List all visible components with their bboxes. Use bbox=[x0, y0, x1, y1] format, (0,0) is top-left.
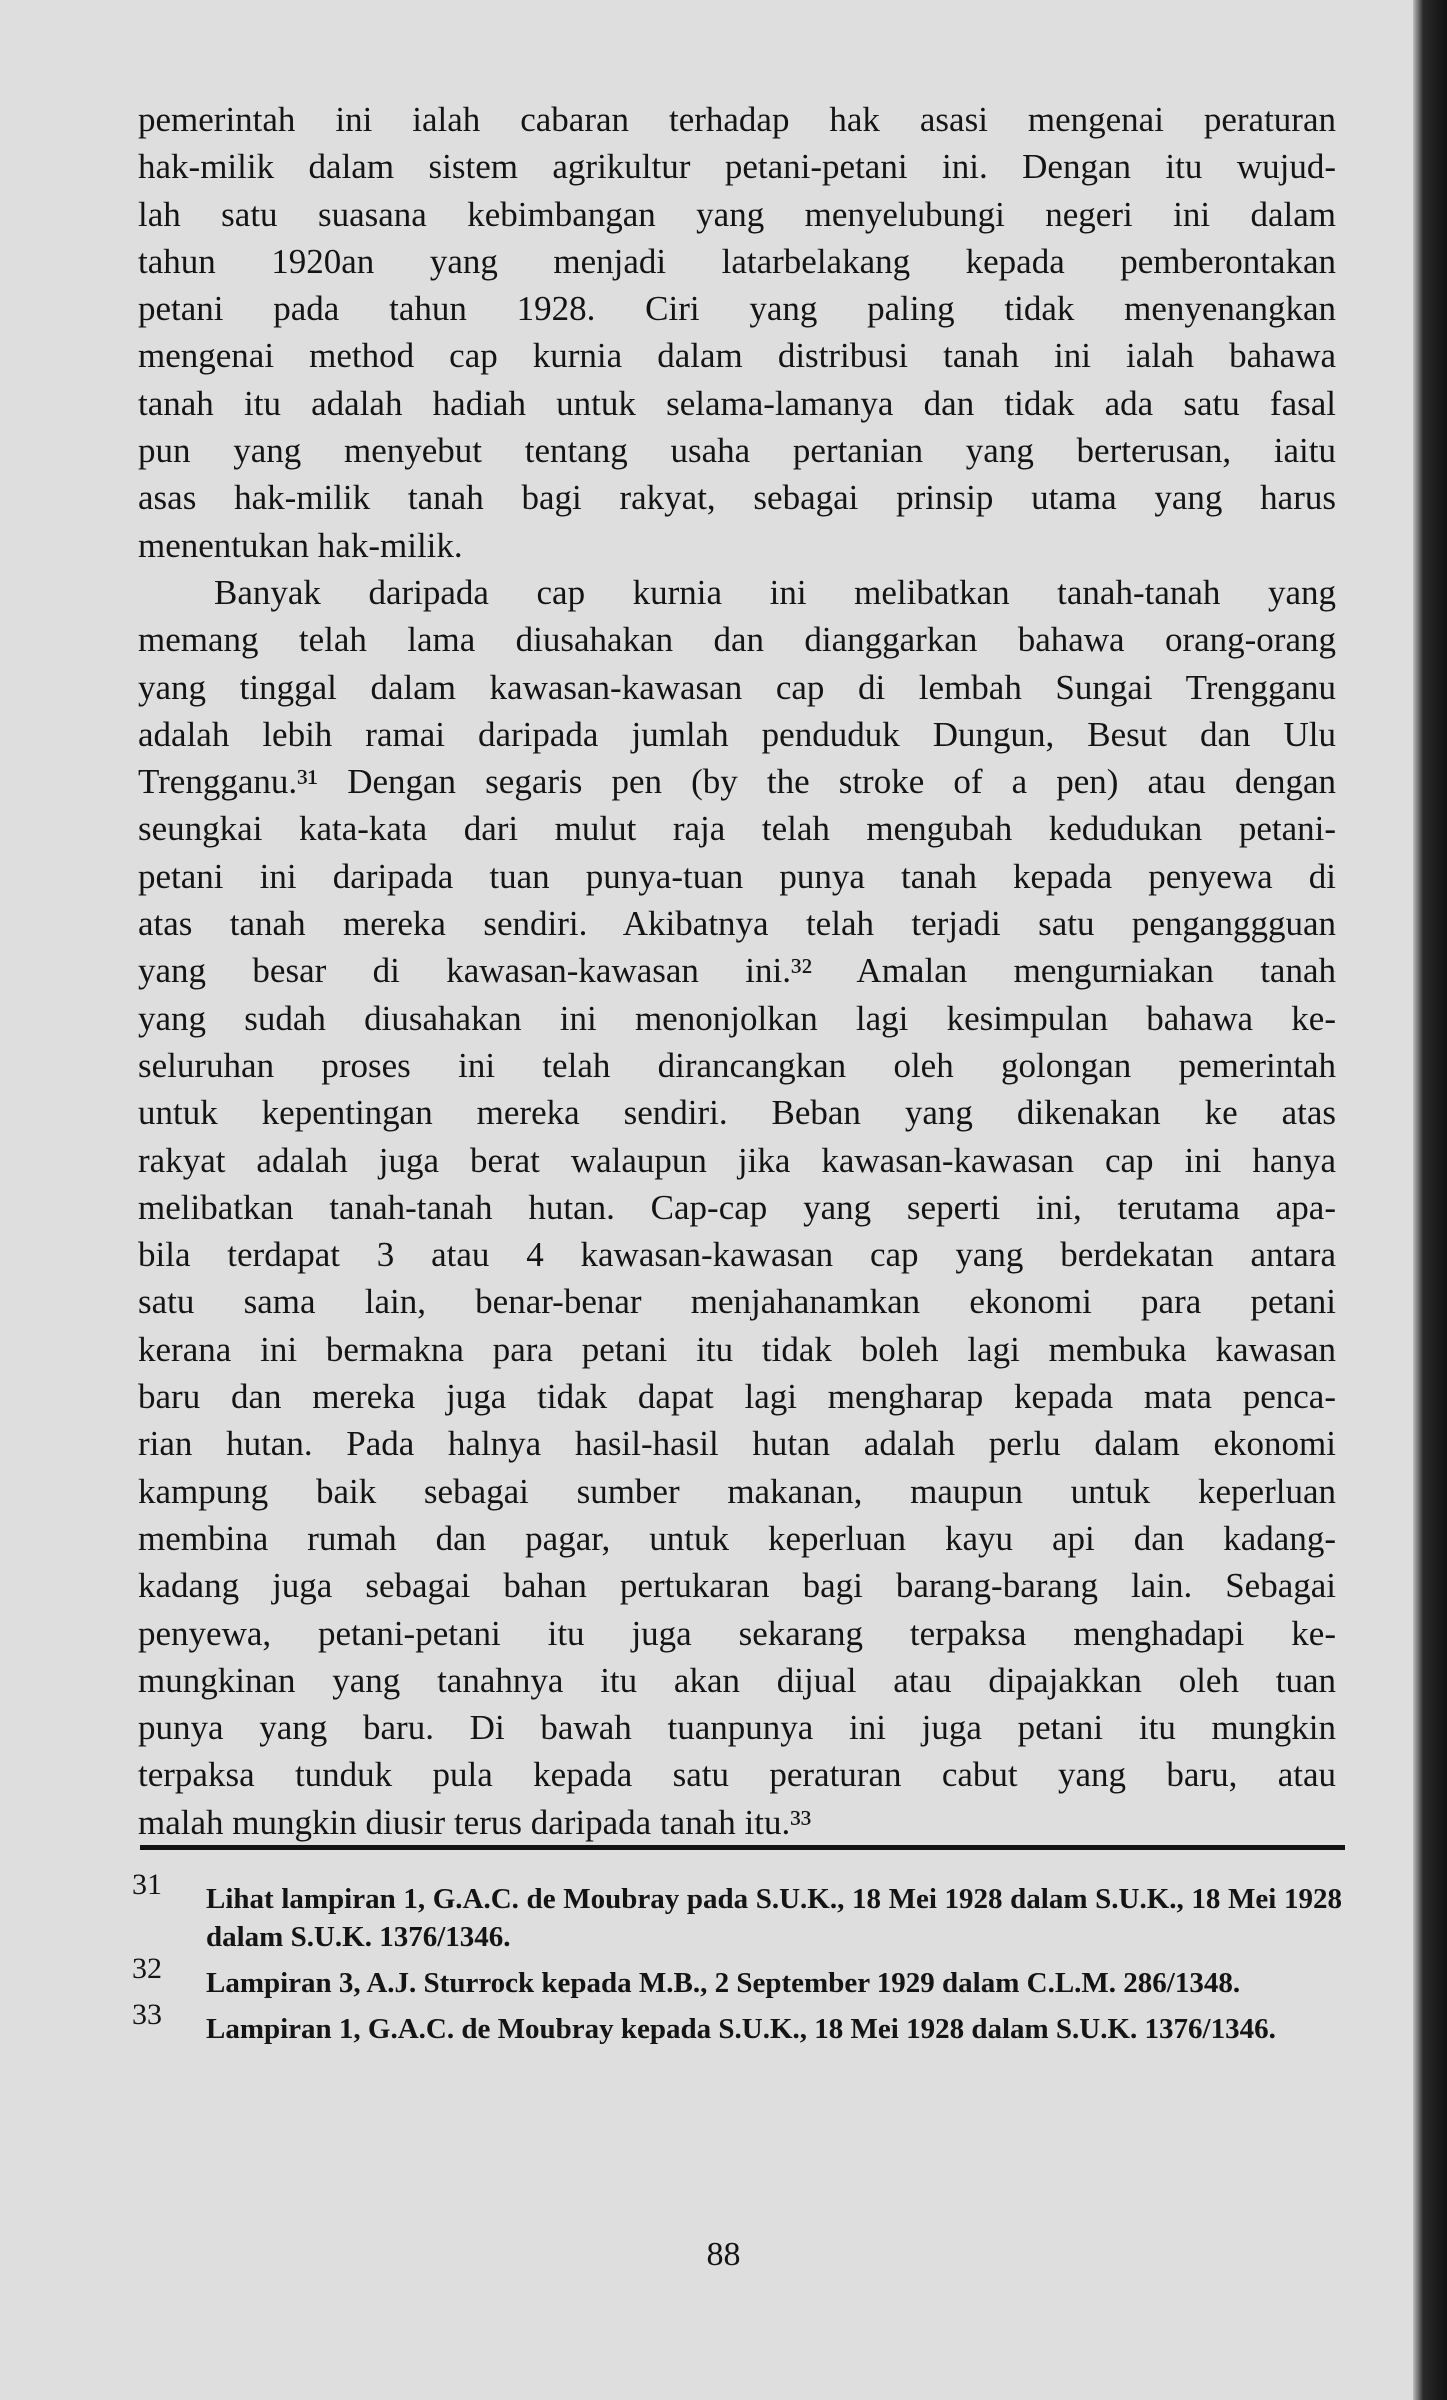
footnote bbox=[132, 1952, 1342, 2002]
text-line: punya yang baru. Di bawah tuanpunya ini juga petani itu mungkin bbox=[138, 1708, 1336, 1748]
text-line: Trengganu.³¹ Dengan segaris pen (by the stroke of a pen) atau dengan bbox=[138, 762, 1336, 802]
text-line: penyewa, petani-petani itu juga sekarang terpaksa menghadapi ke- bbox=[138, 1613, 1336, 1653]
text-line: membina rumah dan pagar, untuk keperluan kayu api dan kadang- bbox=[138, 1518, 1336, 1558]
footnote-number: 31 bbox=[132, 1868, 162, 1901]
text-line: baru dan mereka juga tidak dapat lagi mengharap kepada mata penca- bbox=[138, 1377, 1336, 1417]
text-line: yang tinggal dalam kawasan-kawasan cap di lembah Sungai Trengganu bbox=[138, 667, 1336, 707]
text-line: yang besar di kawasan-kawasan ini.³² Amalan mengurniakan tanah bbox=[138, 951, 1336, 991]
text-line: mengenai method cap kurnia dalam distribusi tanah ini ialah bahawa bbox=[138, 336, 1336, 376]
text-line: bila terdapat 3 atau 4 kawasan-kawasan cap yang berdekatan antara bbox=[138, 1235, 1336, 1275]
text-line: adalah lebih ramai daripada jumlah penduduk Dungun, Besut dan Ulu bbox=[138, 714, 1336, 754]
page-number: 88 bbox=[706, 2236, 741, 2273]
text-line: Banyak daripada cap kurnia ini melibatkan tanah-tanah yang bbox=[214, 572, 1336, 612]
text-line: pemerintah ini ialah cabaran terhadap hak asasi mengenai peraturan bbox=[138, 100, 1336, 139]
footnote-text: Lampiran 1, G.A.C. de Moubray kepada S.U.K., 18 Mei 1928 dalam S.U.K. 1376/1346. bbox=[206, 2013, 1276, 2045]
text-line: tahun 1920an yang menjadi latarbelakang kepada pemberontakan bbox=[138, 241, 1336, 281]
text-line: terpaksa tunduk pula kepada satu peraturan cabut yang baru, atau bbox=[138, 1755, 1336, 1795]
text-line: yang sudah diusahakan ini menonjolkan lagi kesimpulan bahawa ke- bbox=[138, 998, 1336, 1038]
text-line: memang telah lama diusahakan dan dianggarkan bahawa orang-orang bbox=[138, 620, 1336, 660]
footnote-text: Lihat lampiran 1, G.A.C. de Moubray pada S.U.K., 18 Mei 1928 dalam S.U.K., 18 Mei 1928 dalam S.U.K. 1376/1346. bbox=[206, 1883, 1342, 1953]
footnotes bbox=[132, 1868, 1342, 2056]
text-line: rakyat adalah juga berat walaupun jika kawasan-kawasan cap ini hanya bbox=[138, 1140, 1336, 1180]
text-line: petani pada tahun 1928. Ciri yang paling tidak menyenangkan bbox=[138, 289, 1336, 329]
text-line: kadang juga sebagai bahan pertukaran bagi barang-barang lain. Sebagai bbox=[138, 1566, 1336, 1606]
body-text bbox=[138, 96, 1336, 1846]
text-line: tanah itu adalah hadiah untuk selama-lamanya dan tidak ada satu fasal bbox=[138, 383, 1336, 423]
footnote-text: Lampiran 3, A.J. Sturrock kepada M.B., 2 September 1929 dalam C.L.M. 286/1348. bbox=[206, 1967, 1241, 1999]
page-edge-shadow bbox=[1413, 0, 1447, 2400]
text-line: rian hutan. Pada halnya hasil-hasil hutan adalah perlu dalam ekonomi bbox=[138, 1424, 1336, 1464]
text-line: pun yang menyebut tentang usaha pertanian yang berterusan, iaitu bbox=[138, 431, 1336, 471]
text-line: menentukan hak-milik. bbox=[138, 525, 463, 565]
text-line: lah satu suasana kebimbangan yang menyelubungi negeri ini dalam bbox=[138, 194, 1336, 234]
text-line: satu sama lain, benar-benar menjahanamkan ekonomi para petani bbox=[138, 1282, 1336, 1322]
text-line: hak-milik dalam sistem agrikultur petani-petani ini. Dengan itu wujud- bbox=[138, 147, 1336, 187]
text-line: seluruhan proses ini telah dirancangkan oleh golongan pemerintah bbox=[138, 1045, 1336, 1085]
footnote bbox=[132, 1998, 1342, 2048]
footnote-number: 32 bbox=[132, 1952, 162, 1985]
text-line: kampung baik sebagai sumber makanan, maupun untuk keperluan bbox=[138, 1471, 1336, 1511]
text-line: petani ini daripada tuan punya-tuan punya tanah kepada penyewa di bbox=[138, 856, 1336, 896]
text-line: seungkai kata-kata dari mulut raja telah mengubah kedudukan petani- bbox=[138, 809, 1336, 849]
text-line: asas hak-milik tanah bagi rakyat, sebagai prinsip utama yang harus bbox=[138, 478, 1336, 518]
footnote-number: 33 bbox=[132, 1998, 162, 2031]
footnote bbox=[132, 1868, 1342, 1956]
text-line: melibatkan tanah-tanah hutan. Cap-cap yang seperti ini, terutama apa- bbox=[138, 1187, 1336, 1227]
text-line: mungkinan yang tanahnya itu akan dijual atau dipajakkan oleh tuan bbox=[138, 1660, 1336, 1700]
text-line: kerana ini bermakna para petani itu tidak boleh lagi membuka kawasan bbox=[138, 1329, 1336, 1369]
text-line: malah mungkin diusir terus daripada tanah itu.³³ bbox=[138, 1802, 812, 1842]
text-line: untuk kepentingan mereka sendiri. Beban yang dikenakan ke atas bbox=[138, 1093, 1336, 1133]
text-line: atas tanah mereka sendiri. Akibatnya telah terjadi satu penganggguan bbox=[138, 904, 1336, 944]
footnote-rule bbox=[140, 1845, 1345, 1850]
